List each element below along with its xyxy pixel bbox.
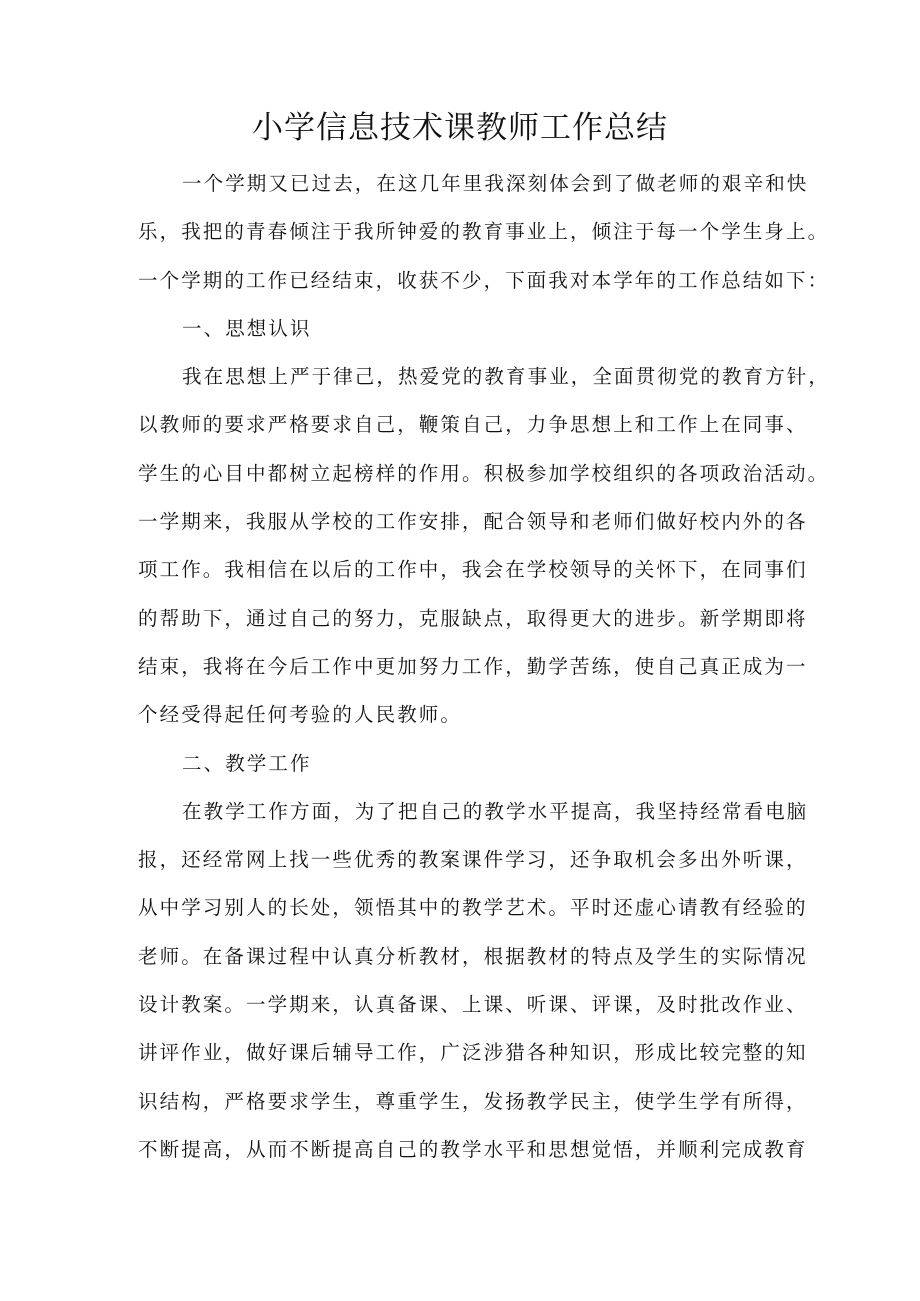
- paragraph-ideology-line-5: 项工作。我相信在以后的工作中，我会在学校领导的关怀下，在同事们: [138, 558, 808, 582]
- paragraph-ideology-line-3: 学生的心目中都树立起榜样的作用。积极参加学校组织的各项政治活动。: [138, 461, 830, 485]
- paragraph-ideology-line-7: 结束，我将在今后工作中更加努力工作，勤学苦练，使自己真正成为一: [138, 654, 808, 678]
- paragraph-ideology-line-1: 我在思想上严于律己，热爱党的教育事业，全面贯彻党的教育方针，: [182, 365, 831, 389]
- paragraph-ideology-line-8: 个经受得起任何考验的人民教师。: [138, 703, 463, 727]
- document-body: [138, 160, 831, 1174]
- section-heading-ideology: 一、思想认识: [182, 316, 312, 340]
- paragraph-teaching-line-1: 在教学工作方面，为了把自己的教学水平提高，我坚持经常看电脑: [182, 799, 809, 823]
- paragraph-teaching-line-3: 从中学习别人的长处，领悟其中的教学艺术。平时还虚心请教有经验的: [138, 896, 808, 920]
- paragraph-teaching-line-6: 讲评作业，做好课后辅导工作，广泛涉猎各种知识，形成比较完整的知: [138, 1041, 808, 1065]
- paragraph-teaching-line-5: 设计教案。一学期来，认真备课、上课、听课、评课，及时批改作业、: [138, 993, 808, 1017]
- paragraph-teaching-line-7: 识结构，严格要求学生，尊重学生，发扬教学民主，使学生学有所得，: [138, 1089, 808, 1113]
- paragraph-intro-line-3: 一个学期的工作已经结束，收获不少，下面我对本学年的工作总结如下：: [138, 268, 830, 292]
- section-heading-teaching: 二、教学工作: [182, 751, 312, 775]
- document-title: 小学信息技术课教师工作总结: [252, 110, 668, 146]
- paragraph-teaching-line-8: 不断提高，从而不断提高自己的教学水平和思想觉悟，并顺利完成教育: [138, 1137, 808, 1161]
- paragraph-ideology-line-2: 以教师的要求严格要求自己，鞭策自己，力争思想上和工作上在同事、: [138, 413, 808, 437]
- paragraph-intro-line-1: 一个学期又已过去，在这几年里我深刻体会到了做老师的艰辛和快: [182, 172, 809, 195]
- paragraph-teaching-line-2: 报，还经常网上找一些优秀的教案课件学习，还争取机会多出外听课，: [138, 848, 808, 872]
- paragraph-intro-line-2: 乐，我把的青春倾注于我所钟爱的教育事业上，倾注于每一个学生身上。: [138, 220, 830, 244]
- paragraph-teaching-line-4: 老师。在备课过程中认真分析教材，根据教材的特点及学生的实际情况: [138, 944, 808, 968]
- paragraph-ideology-line-4: 一学期来，我服从学校的工作安排，配合领导和老师们做好校内外的各: [138, 510, 808, 534]
- paragraph-ideology-line-6: 的帮助下，通过自己的努力，克服缺点，取得更大的进步。新学期即将: [138, 606, 808, 630]
